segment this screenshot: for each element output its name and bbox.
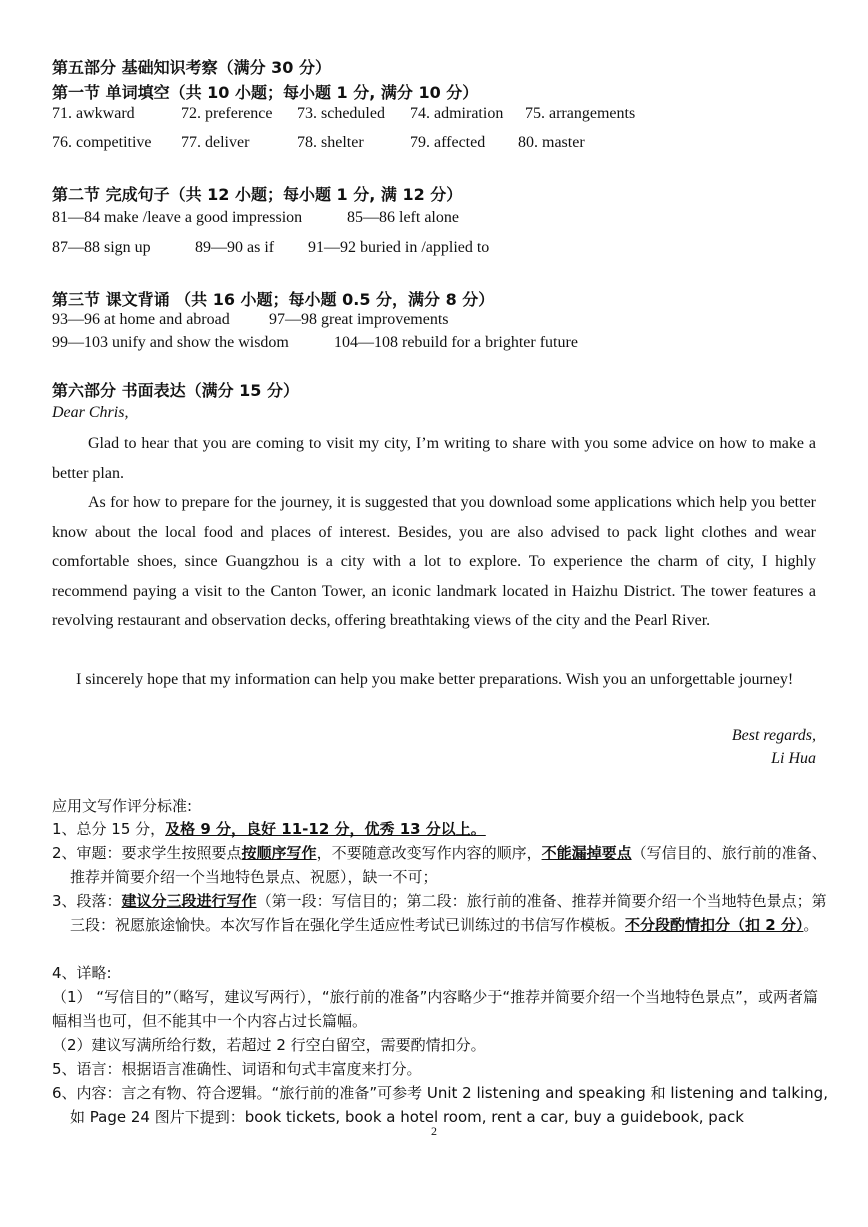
answer-75: 75. arrangements (525, 105, 636, 122)
letter-paragraph-3: I sincerely hope that my information can help you make better preparations. Wish you an unforgettable journey! (76, 671, 794, 688)
letter-closing: Best regards, (731, 727, 816, 744)
answer-97-98: 97—98 great improvements (269, 311, 449, 328)
rubric-item-4: 4、详略: (52, 964, 112, 982)
answer-76: 76. competitive (52, 134, 152, 151)
answer-80: 80. master (518, 134, 585, 151)
sec2-title: 第二节 完成句子（共 12 小题；每小题 1 分, 满 12 分） (52, 185, 463, 204)
letter-salutation: Dear Chris, (52, 404, 129, 421)
rubric-item-6: 6、内容：言之有物、符合逻辑。“旅行前的准备”可参考 Unit 2 listening and speaking 和 listening and talking, 如 Page 24 图片下提到：book tickets, book a hotel room, rent a car, buy a guidebook, pack (52, 1084, 828, 1126)
answer-78: 78. shelter (297, 134, 364, 151)
letter-paragraph-2: As for how to prepare for the journey, it is suggested that you download some applications which help you better know about the local food and places of interest. Besides, you are also advised to pack light clothes and wear comfortable shoes, since Guangzhou is a city with a lot to explore. To experience the charm of city, I highly recommend paying a visit to the Canton Tower, an iconic landmark located in Haizhu District. The tower features a revolving restaurant and observation decks, offering breathtaking views of the city and the Pearl River. (52, 494, 816, 629)
answer-104-108: 104—108 rebuild for a brighter future (334, 334, 578, 351)
answer-79: 79. affected (410, 134, 486, 151)
answer-72: 72. preference (181, 105, 273, 122)
sec1-title: 第一节 单词填空（共 10 小题；每小题 1 分, 满分 10 分） (52, 83, 479, 102)
rubric-item-5: 5、语言：根据语言准确性、词语和句式丰富度来打分。 (52, 1060, 422, 1078)
rubric-item-4-1: （1） “写信目的”（略写，建议写两行），“旅行前的准备”内容略少于“推荐并简要介绍一个当地特色景点”，或两者篇幅相当也可，但不能其中一个内容占过长篇幅。 (52, 988, 818, 1030)
rubric-item-2: 2、审题：要求学生按照要点按顺序写作，不要随意改变写作内容的顺序，不能漏掉要点（写信目的、旅行前的准备、推荐并简要介绍一个当地特色景点、祝愿），缺一不可； (52, 844, 827, 886)
letter-paragraph-1: Glad to hear that you are coming to visit my city, I’m writing to share with you some advice on how to make a better plan. (52, 435, 816, 482)
answer-77: 77. deliver (181, 134, 250, 151)
answer-93-96: 93—96 at home and abroad (52, 311, 230, 328)
answer-73: 73. scheduled (297, 105, 385, 122)
answer-85-86: 85—86 left alone (347, 209, 459, 226)
answer-74: 74. admiration (410, 105, 504, 122)
answer-89-90: 89—90 as if (195, 239, 275, 256)
answer-87-88: 87—88 sign up (52, 239, 151, 256)
answer-81-84: 81—84 make /leave a good impression (52, 209, 303, 226)
rubric-item-1: 1、总分 15 分，及格 9 分，良好 11-12 分，优秀 13 分以上。 (52, 820, 486, 838)
part5-title: 第五部分 基础知识考察（满分 30 分） (52, 58, 331, 77)
page-number: 2 (431, 1124, 437, 1138)
answer-71: 71. awkward (52, 105, 135, 122)
rubric-title: 应用文写作评分标准: (52, 797, 193, 815)
rubric-item-4-2: （2）建议写满所给行数，若超过 2 行空白留空，需要酌情扣分。 (52, 1036, 486, 1054)
letter-signature: Li Hua (771, 750, 816, 767)
answer-99-103: 99—103 unify and show the wisdom (52, 334, 289, 351)
part6-title: 第六部分 书面表达（满分 15 分） (52, 381, 299, 400)
answer-91-92: 91—92 buried in /applied to (308, 239, 490, 256)
rubric-item-3: 3、段落：建议分三段进行写作（第一段：写信目的；第二段：旅行前的准备、推荐并简要介绍一个当地特色景点；第三段：祝愿旅途愉快。本次写作旨在强化学生适应性考试已训练过的书信写作模板。不分段酌情扣分（扣 2 分）。 (52, 892, 827, 934)
sec3-title: 第三节 课文背诵 （共 16 小题；每小题 0.5 分，满分 8 分） (52, 290, 495, 309)
